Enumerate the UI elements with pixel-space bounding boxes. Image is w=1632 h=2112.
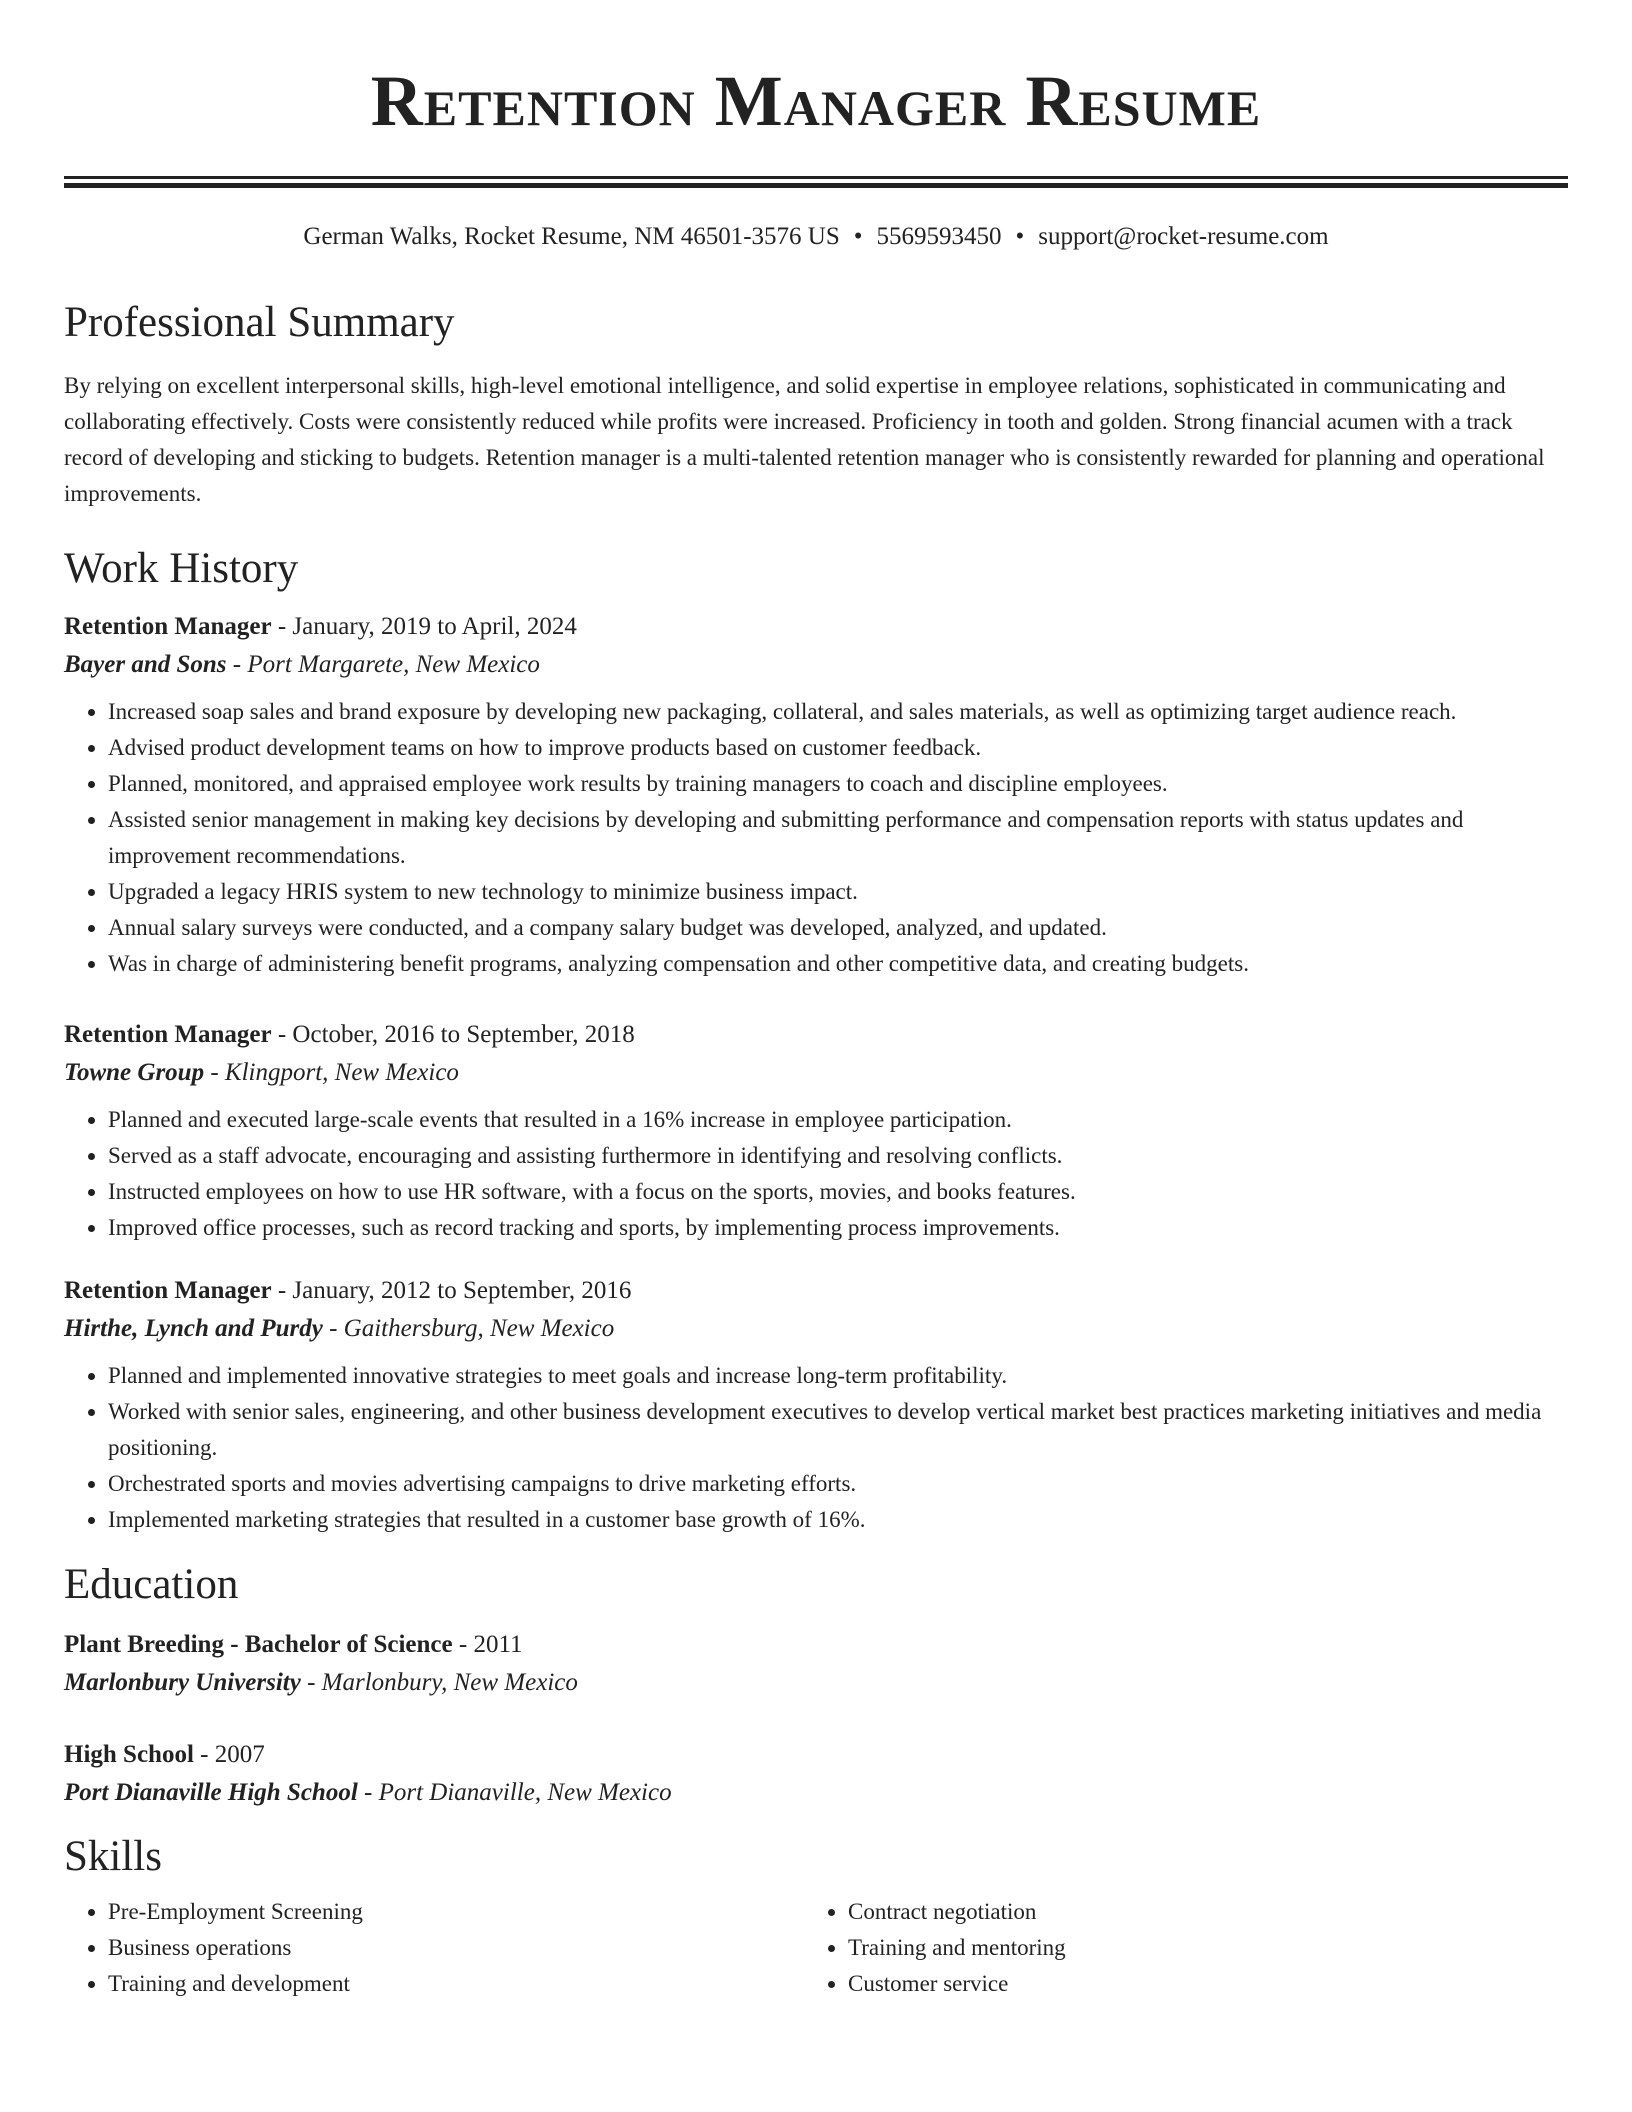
company-location: - Port Margarete, New Mexico [226,651,540,678]
skills-heading: Skills [64,1833,162,1880]
school-location: - Marlonbury, New Mexico [300,1669,578,1696]
work-history-heading: Work History [64,545,299,592]
spacer [64,1246,1568,1272]
job-bullet: • Was in charge of administering benefit programs, analyzing compensation and other competitive data, and creating budgets. [108,946,1568,982]
skills-grid [64,1894,1568,2002]
contact-separator: • [853,223,863,250]
skills-column-right [804,1894,1544,2002]
job-title: Retention Manager [64,613,272,640]
job-entry [64,608,1568,982]
degree-line [64,1736,1568,1774]
education-entry [64,1736,1568,1812]
summary-heading: Professional Summary [64,299,455,346]
skill-item: • Business operations [108,1930,804,1966]
degree-name: High School [64,1741,194,1768]
job-bullet: • Advised product development teams on how to improve products based on customer feedback. [108,730,1568,766]
company-name: Towne Group [64,1059,205,1086]
job-bullet: • Served as a staff advocate, encouraging and assisting furthermore in identifying and resolving conflicts. [108,1138,1568,1174]
job-bullet: • Worked with senior sales, engineering, and other business development executives to develop vertical market best practices marketing initiatives and media positioning. [108,1394,1568,1466]
spacer [64,982,1568,1016]
job-dates: - January, 2019 to April, 2024 [271,613,577,640]
skills-column-left [64,1894,804,2002]
school-name: Port Dianaville High School [64,1779,358,1806]
company-line [64,646,1568,684]
school-location: - Port Dianaville, New Mexico [357,1779,672,1806]
contact-separator: • [1015,223,1025,250]
contact-phone: 5569593450 [876,223,1002,250]
contact-address: German Walks, Rocket Resume, NM 46501-3576 US [303,223,840,250]
company-name: Hirthe, Lynch and Purdy [64,1315,323,1342]
company-location: - Gaithersburg, New Mexico [322,1315,615,1342]
job-bullet: • Increased soap sales and brand exposure by developing new packaging, collateral, and sales materials, as well as optimizing target audience reach. [108,694,1568,730]
job-entry [64,1272,1568,1538]
job-bullet: • Instructed employees on how to use HR software, with a focus on the sports, movies, and books features. [108,1174,1568,1210]
job-bullets [64,1102,1568,1246]
summary-text: By relying on excellent interpersonal skills, high-level emotional intelligence, and solid expertise in employee relations, sophisticated in communicating and collaborating effectively. Costs were consistently reduced while profits were increased. Proficiency in tooth and golden. Strong financial acumen with a track record of developing and sticking to budgets. Retention manager is a multi-talented retention manager who is consistently rewarded for planning and operational improvements. [64,373,1545,506]
job-bullet: • Planned and implemented innovative strategies to meet goals and increase long-term profitability. [108,1358,1568,1394]
education-heading: Education [64,1561,239,1608]
resume-title: Retention Manager Resume [370,61,1262,141]
degree-name: Plant Breeding - Bachelor of Science [64,1631,453,1658]
job-dates: - October, 2016 to September, 2018 [271,1021,635,1048]
skills-list [804,1894,1544,2002]
job-bullet: • Improved office processes, such as record tracking and sports, by implementing process improvements. [108,1210,1568,1246]
job-bullets [64,694,1568,982]
company-name: Bayer and Sons [64,651,227,678]
job-bullet: • Planned and executed large-scale events that resulted in a 16% increase in employee participation. [108,1102,1568,1138]
job-bullets [64,1358,1568,1538]
job-bullet: • Annual salary surveys were conducted, and a company salary budget was developed, analyzed, and updated. [108,910,1568,946]
skill-item: • Contract negotiation [848,1894,1544,1930]
spacer [64,1702,1568,1736]
degree-year: - 2007 [193,1741,265,1768]
job-bullet: • Assisted senior management in making key decisions by developing and submitting performance and compensation reports with status updates and improvement recommendations. [108,802,1568,874]
school-name: Marlonbury University [64,1669,301,1696]
job-title-line [64,1016,1568,1054]
contact-email: support@rocket-resume.com [1038,223,1329,250]
skill-item: • Pre-Employment Screening [108,1894,804,1930]
job-bullet: • Upgraded a legacy HRIS system to new technology to minimize business impact. [108,874,1568,910]
job-title-line [64,608,1568,646]
job-bullet: • Planned, monitored, and appraised employee work results by training managers to coach and discipline employees. [108,766,1568,802]
school-line [64,1774,1568,1812]
contact-line [64,221,1568,253]
job-title-line [64,1272,1568,1310]
company-line [64,1310,1568,1348]
job-dates: - January, 2012 to September, 2016 [271,1277,632,1304]
skill-item: • Customer service [848,1966,1544,2002]
company-location: - Klingport, New Mexico [204,1059,459,1086]
job-title: Retention Manager [64,1021,272,1048]
skill-item: • Training and development [108,1966,804,2002]
title-divider [64,176,1568,188]
education-entry [64,1626,1568,1702]
skills-list [64,1894,804,2002]
degree-line [64,1626,1568,1664]
job-entry [64,1016,1568,1246]
skill-item: • Training and mentoring [848,1930,1544,1966]
job-bullet: • Orchestrated sports and movies advertising campaigns to drive marketing efforts. [108,1466,1568,1502]
job-title: Retention Manager [64,1277,272,1304]
school-line [64,1664,1568,1702]
company-line [64,1054,1568,1092]
degree-year: - 2011 [452,1631,523,1658]
job-bullet: • Implemented marketing strategies that resulted in a customer base growth of 16%. [108,1502,1568,1538]
